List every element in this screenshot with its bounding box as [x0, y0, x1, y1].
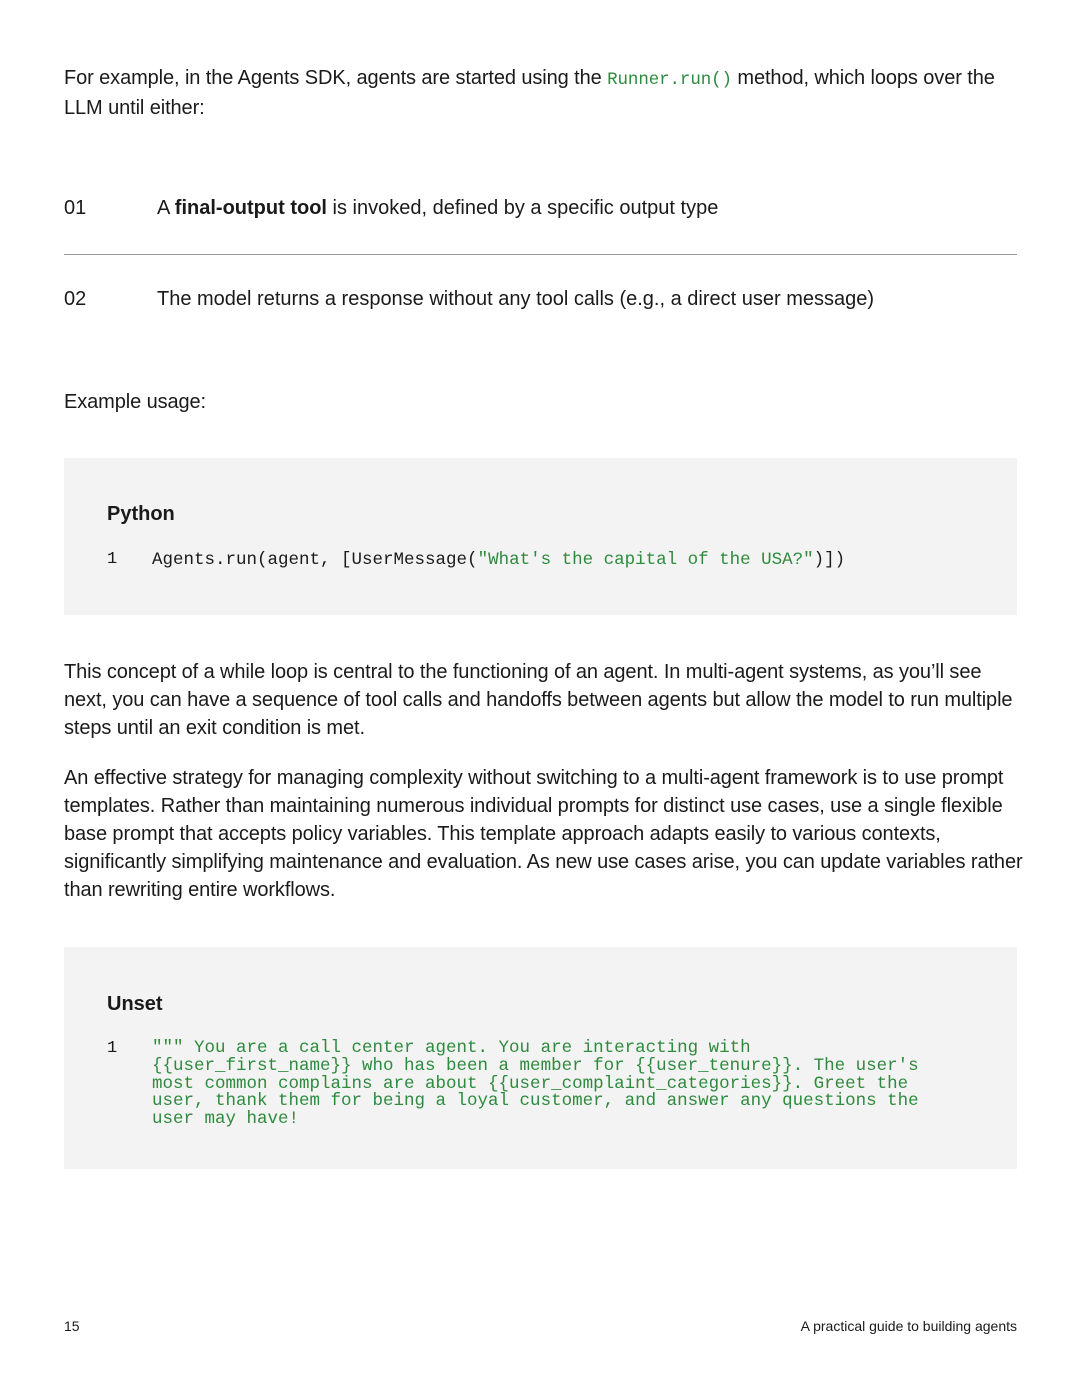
intro-text-before: For example, in the Agents SDK, agents are started using the [64, 67, 608, 89]
code-language-label: Python [107, 503, 175, 525]
step-text-bold: final-output tool [174, 197, 327, 219]
code-call-close: )]) [813, 550, 846, 570]
step-number: 01 [64, 197, 87, 219]
step-text-suffix: is invoked, defined by a specific output type [326, 197, 719, 219]
paragraph-prompt-templates: An effective strategy for managing complexity without switching to a multi-agent framework is to use prompt templates. Rather than maintaining numerous individual prompts for distinct use cases, use a single flexible base prompt that accepts policy variables. This template approach adapts easily to various contexts, significantly simplifying maintenance and evaluation. As new use cases arise, you can update variables rather than rewriting entire workflows. [64, 767, 1023, 901]
code-string: "What's the capital of the USA?" [477, 550, 814, 570]
code-line-number: 1 [107, 1039, 118, 1058]
step-text: The model returns a response without any tool calls (e.g., a direct user message) [157, 288, 875, 310]
example-usage-label: Example usage: [64, 391, 207, 413]
code-block-python [64, 458, 1017, 615]
inline-code-runner-run: Runner.run() [607, 70, 732, 90]
code-content: """ You are a call center agent. You are interacting with {{user_first_name}} who has been a member for {{user_tenure}}. The user's most common complains are about {{user_complaint_categories}}. Greet the user, thank them for being a loyal customer, and answer any questions the user may have! [152, 1038, 919, 1130]
intro-paragraph [64, 64, 1024, 122]
step-number: 02 [64, 288, 87, 310]
paragraph-while-loop: This concept of a while loop is central to the functioning of an agent. In multi-agent systems, as you’ll see next, you can have a sequence of tool calls and handoffs between agents but allow the model to run multiple steps until an exit condition is met. [64, 661, 1013, 739]
code-line-number: 1 [107, 550, 118, 569]
list-divider [64, 254, 1017, 255]
step-text [157, 194, 718, 222]
code-call: Agents.run(agent, [UserMessage( [152, 550, 478, 570]
code-language-label: Unset [107, 993, 163, 1015]
document-title: A practical guide to building agents [800, 1318, 1017, 1334]
intro-text-after: method, which loops over the LLM until either: [64, 67, 995, 119]
code-content [152, 552, 845, 570]
code-block-unset [64, 947, 1017, 1169]
page-number: 15 [64, 1318, 80, 1334]
step-text-prefix: A [157, 197, 175, 219]
